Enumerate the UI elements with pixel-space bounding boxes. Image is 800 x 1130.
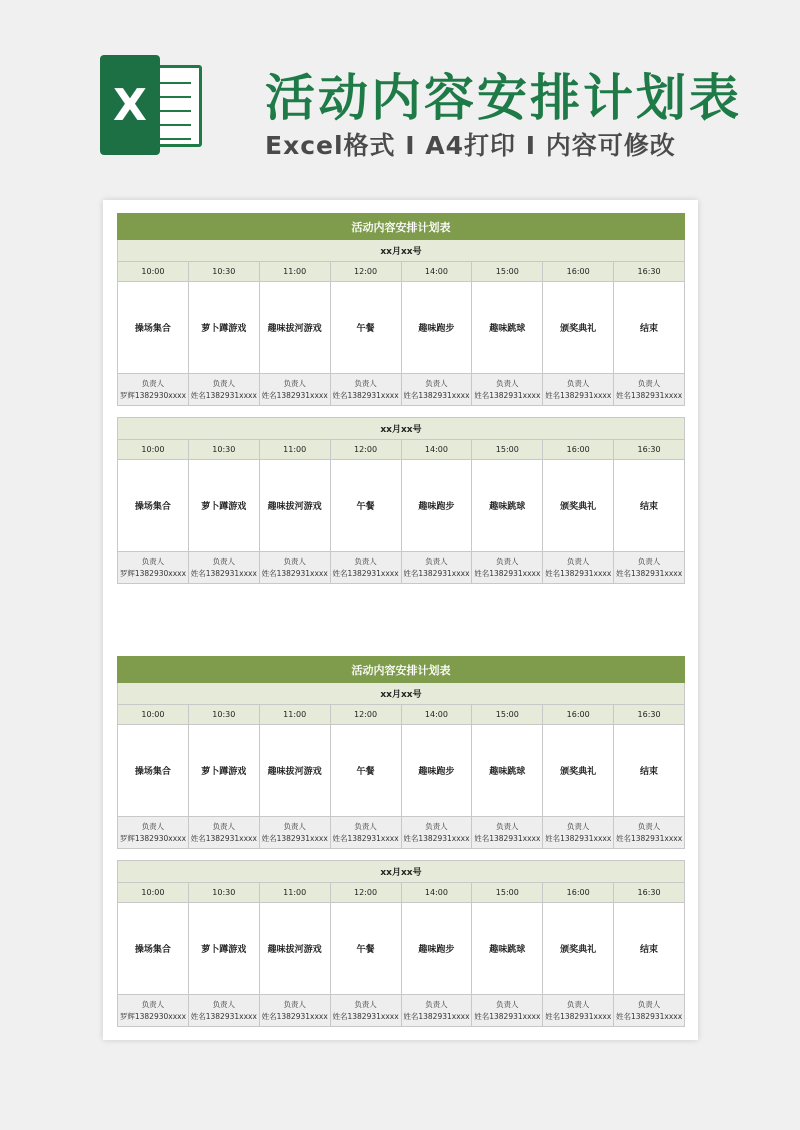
time-cell: 11:00 — [259, 883, 330, 903]
time-cell: 10:00 — [118, 262, 189, 282]
activity-cell: 颁奖典礼 — [543, 903, 614, 995]
time-cell: 16:30 — [614, 883, 685, 903]
activity-cell: 颁奖典礼 — [543, 460, 614, 552]
activity-cell: 结束 — [614, 725, 685, 817]
time-cell: 16:00 — [543, 440, 614, 460]
activity-cell: 操场集合 — [118, 725, 189, 817]
activity-cell: 结束 — [614, 460, 685, 552]
sheet-title: 活动内容安排计划表 — [118, 214, 685, 240]
time-row — [118, 705, 685, 725]
owner-cell: 负责人 姓名1382931xxxx — [259, 374, 330, 406]
owner-cell: 负责人 姓名1382931xxxx — [614, 995, 685, 1027]
activity-cell: 午餐 — [330, 460, 401, 552]
date-row: xx月xx号 — [118, 418, 685, 440]
time-cell: 14:00 — [401, 262, 472, 282]
date-row: xx月xx号 — [118, 683, 685, 705]
date-row: xx月xx号 — [118, 861, 685, 883]
activity-cell: 趣味跑步 — [401, 903, 472, 995]
owner-cell: 负责人 姓名1382931xxxx — [259, 552, 330, 584]
time-cell: 16:00 — [543, 262, 614, 282]
sheet-title: 活动内容安排计划表 — [118, 657, 685, 683]
owner-cell: 负责人 罗辉1382930xxxx — [118, 374, 189, 406]
activity-cell: 趣味跳球 — [472, 460, 543, 552]
header-banner — [0, 0, 800, 190]
time-cell: 12:00 — [330, 440, 401, 460]
time-cell: 12:00 — [330, 262, 401, 282]
activity-cell: 结束 — [614, 282, 685, 374]
owner-cell: 负责人 姓名1382931xxxx — [401, 374, 472, 406]
time-cell: 10:30 — [188, 440, 259, 460]
time-cell: 10:30 — [188, 883, 259, 903]
page-title: 活动内容安排计划表 — [265, 69, 742, 127]
owner-cell: 负责人 姓名1382931xxxx — [188, 995, 259, 1027]
time-cell: 11:00 — [259, 705, 330, 725]
activity-cell: 操场集合 — [118, 460, 189, 552]
schedule-table — [117, 417, 685, 584]
time-cell: 12:00 — [330, 705, 401, 725]
activity-row — [118, 460, 685, 552]
activity-cell: 趣味跑步 — [401, 282, 472, 374]
owner-row — [118, 817, 685, 849]
excel-logo-icon — [100, 55, 205, 155]
owner-cell: 负责人 姓名1382931xxxx — [543, 995, 614, 1027]
activity-cell: 趣味跳球 — [472, 282, 543, 374]
time-cell: 14:00 — [401, 883, 472, 903]
time-cell: 15:00 — [472, 262, 543, 282]
owner-cell: 负责人 姓名1382931xxxx — [188, 374, 259, 406]
time-cell: 15:00 — [472, 883, 543, 903]
activity-cell: 颁奖典礼 — [543, 282, 614, 374]
activity-cell: 结束 — [614, 903, 685, 995]
owner-cell: 负责人 姓名1382931xxxx — [401, 817, 472, 849]
schedule-group-3 — [117, 656, 685, 849]
time-cell: 16:30 — [614, 705, 685, 725]
activity-row — [118, 903, 685, 995]
schedule-table — [117, 860, 685, 1027]
time-cell: 10:00 — [118, 883, 189, 903]
time-cell: 16:00 — [543, 705, 614, 725]
time-cell: 11:00 — [259, 262, 330, 282]
time-row — [118, 262, 685, 282]
logo-badge: X — [100, 55, 160, 155]
owner-cell: 负责人 姓名1382931xxxx — [330, 817, 401, 849]
time-row — [118, 883, 685, 903]
activity-row — [118, 282, 685, 374]
owner-cell: 负责人 姓名1382931xxxx — [188, 817, 259, 849]
activity-cell: 趣味拔河游戏 — [259, 903, 330, 995]
time-cell: 16:30 — [614, 262, 685, 282]
owner-cell: 负责人 罗辉1382930xxxx — [118, 817, 189, 849]
time-row — [118, 440, 685, 460]
owner-cell: 负责人 姓名1382931xxxx — [472, 995, 543, 1027]
activity-cell: 午餐 — [330, 903, 401, 995]
time-cell: 16:30 — [614, 440, 685, 460]
activity-cell: 萝卜蹲游戏 — [188, 282, 259, 374]
owner-cell: 负责人 姓名1382931xxxx — [543, 552, 614, 584]
owner-cell: 负责人 姓名1382931xxxx — [188, 552, 259, 584]
activity-cell: 颁奖典礼 — [543, 725, 614, 817]
owner-cell: 负责人 姓名1382931xxxx — [330, 374, 401, 406]
owner-cell: 负责人 姓名1382931xxxx — [330, 995, 401, 1027]
page-subtitle: Excel格式 I A4打印 I 内容可修改 — [265, 131, 676, 160]
activity-cell: 午餐 — [330, 725, 401, 817]
owner-cell: 负责人 罗辉1382930xxxx — [118, 552, 189, 584]
owner-row — [118, 374, 685, 406]
time-cell: 12:00 — [330, 883, 401, 903]
time-cell: 10:00 — [118, 440, 189, 460]
activity-cell: 趣味跳球 — [472, 903, 543, 995]
owner-cell: 负责人 姓名1382931xxxx — [330, 552, 401, 584]
time-cell: 10:30 — [188, 705, 259, 725]
schedule-group-1 — [117, 213, 685, 406]
owner-cell: 负责人 姓名1382931xxxx — [543, 817, 614, 849]
owner-cell: 负责人 姓名1382931xxxx — [543, 374, 614, 406]
owner-cell: 负责人 姓名1382931xxxx — [259, 995, 330, 1027]
activity-cell: 萝卜蹲游戏 — [188, 903, 259, 995]
spreadsheet-paper — [103, 200, 698, 1040]
time-cell: 10:00 — [118, 705, 189, 725]
activity-cell: 操场集合 — [118, 903, 189, 995]
owner-cell: 负责人 姓名1382931xxxx — [472, 817, 543, 849]
activity-cell: 萝卜蹲游戏 — [188, 725, 259, 817]
owner-cell: 负责人 姓名1382931xxxx — [614, 374, 685, 406]
activity-cell: 趣味拔河游戏 — [259, 460, 330, 552]
time-cell: 15:00 — [472, 440, 543, 460]
activity-cell: 趣味跳球 — [472, 725, 543, 817]
time-cell: 11:00 — [259, 440, 330, 460]
activity-cell: 趣味拔河游戏 — [259, 725, 330, 817]
owner-row — [118, 552, 685, 584]
owner-cell: 负责人 姓名1382931xxxx — [614, 552, 685, 584]
activity-cell: 操场集合 — [118, 282, 189, 374]
time-cell: 16:00 — [543, 883, 614, 903]
owner-cell: 负责人 姓名1382931xxxx — [614, 817, 685, 849]
activity-cell: 萝卜蹲游戏 — [188, 460, 259, 552]
activity-row — [118, 725, 685, 817]
time-cell: 10:30 — [188, 262, 259, 282]
activity-cell: 趣味跑步 — [401, 725, 472, 817]
schedule-group-2 — [117, 417, 685, 584]
schedule-table — [117, 213, 685, 406]
owner-cell: 负责人 罗辉1382930xxxx — [118, 995, 189, 1027]
activity-cell: 趣味拔河游戏 — [259, 282, 330, 374]
schedule-group-4 — [117, 860, 685, 1027]
owner-cell: 负责人 姓名1382931xxxx — [401, 552, 472, 584]
owner-cell: 负责人 姓名1382931xxxx — [472, 552, 543, 584]
owner-cell: 负责人 姓名1382931xxxx — [259, 817, 330, 849]
owner-row — [118, 995, 685, 1027]
time-cell: 15:00 — [472, 705, 543, 725]
date-row: xx月xx号 — [118, 240, 685, 262]
activity-cell: 午餐 — [330, 282, 401, 374]
activity-cell: 趣味跑步 — [401, 460, 472, 552]
time-cell: 14:00 — [401, 705, 472, 725]
owner-cell: 负责人 姓名1382931xxxx — [401, 995, 472, 1027]
schedule-table — [117, 656, 685, 849]
owner-cell: 负责人 姓名1382931xxxx — [472, 374, 543, 406]
time-cell: 14:00 — [401, 440, 472, 460]
